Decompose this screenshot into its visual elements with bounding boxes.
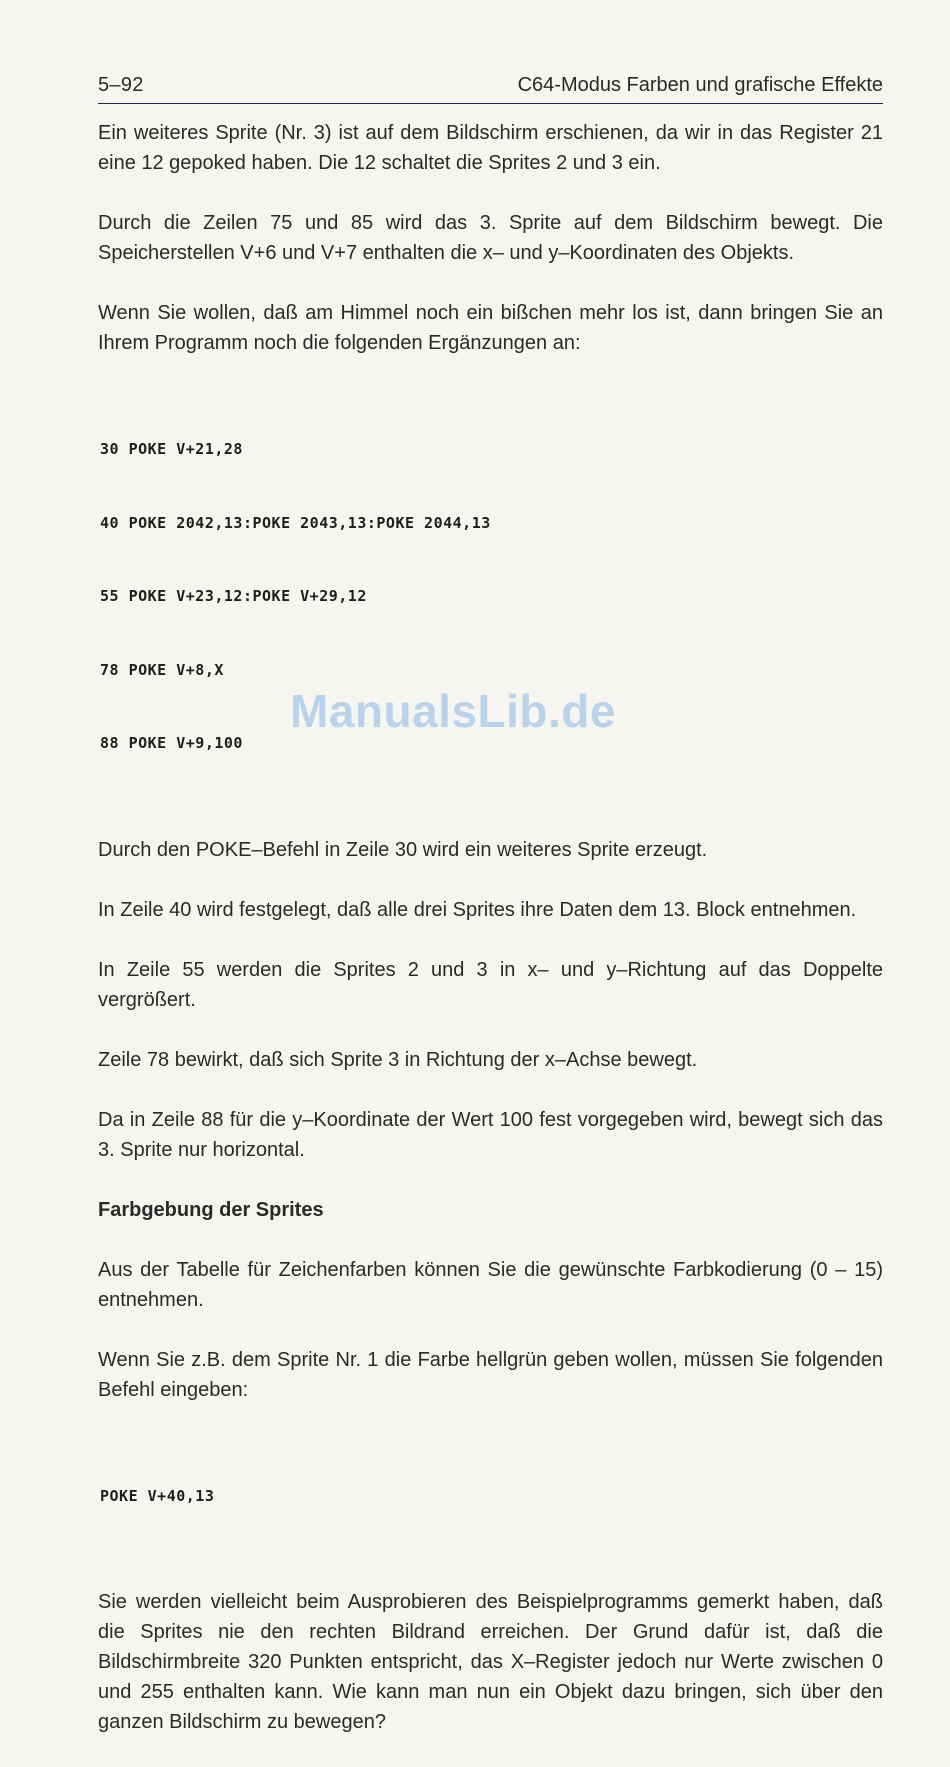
code-line: 40 POKE 2042,13:POKE 2043,13:POKE 2044,13 [100, 513, 491, 532]
page-number: 5–92 [98, 74, 144, 96]
code-block [100, 1435, 883, 1558]
paragraph: In Zeile 40 wird festgelegt, daß alle drei Sprites ihre Daten dem 13. Block entnehmen. [98, 898, 857, 921]
page-content [98, 118, 883, 1767]
code-line: 30 POKE V+21,28 [100, 440, 243, 458]
paragraph: Da in Zeile 88 für die y–Koordinate der Wert 100 fest vorgegeben wird, bewegt sich das 3. Sprite nur horizontal. [98, 1108, 883, 1161]
running-title: C64-Modus Farben und grafische Effekte [517, 74, 883, 96]
watermark: ManualsLib.de [290, 685, 616, 737]
code-line: POKE V+40,13 [100, 1486, 215, 1505]
paragraph: Aus der Tabelle für Zeichenfarben können Sie die gewünschte Farbkodierung (0 – 15) entnehmen. [98, 1258, 883, 1311]
paragraph: Durch den POKE–Befehl in Zeile 30 wird ein weiteres Sprite erzeugt. [98, 838, 708, 861]
paragraph: Sie werden vielleicht beim Ausprobieren des Beispielprogramms gemerkt haben, daß die Sprites nie den rechten Bildrand erreichen. Der Grund dafür ist, daß die Bildschirmbreite 320 Punkten entspricht, das X–Register jedoch nur Werte zwischen 0 und 255 enthalten kann. Wie kann man nun ein Objekt dazu bringen, sich über den ganzen Bildschirm zu bewegen? [98, 1591, 883, 1733]
code-line: 88 POKE V+9,100 [100, 734, 243, 752]
paragraph: Durch die Zeilen 75 und 85 wird das 3. Sprite auf dem Bildschirm bewegt. Die Speicherstellen V+6 und V+7 enthalten die x– und y–Koordinaten des Objekts. [98, 212, 883, 264]
code-block [100, 388, 883, 805]
code-line: 55 POKE V+23,12:POKE V+29,12 [100, 587, 367, 605]
code-line: 78 POKE V+8,X [100, 660, 224, 679]
paragraph: In Zeile 55 werden die Sprites 2 und 3 in x– und y–Richtung auf das Doppelte vergrößert. [98, 958, 883, 1011]
section-heading: Farbgebung der Sprites [98, 1198, 324, 1221]
paragraph: Zeile 78 bewirkt, daß sich Sprite 3 in Richtung der x–Achse bewegt. [98, 1048, 698, 1071]
header-rule [98, 103, 883, 104]
paragraph: Wenn Sie wollen, daß am Himmel noch ein bißchen mehr los ist, dann bringen Sie an Ihrem Programm noch die folgenden Ergänzungen an: [98, 302, 883, 354]
paragraph: Wenn Sie z.B. dem Sprite Nr. 1 die Farbe hellgrün geben wollen, müssen Sie folgenden Befehl eingeben: [98, 1348, 883, 1401]
paragraph: Ein weiteres Sprite (Nr. 3) ist auf dem Bildschirm erschienen, da wir in das Register 21 eine 12 gepoked haben. Die 12 schaltet die Sprites 2 und 3 ein. [98, 122, 883, 174]
page-header [98, 70, 883, 104]
